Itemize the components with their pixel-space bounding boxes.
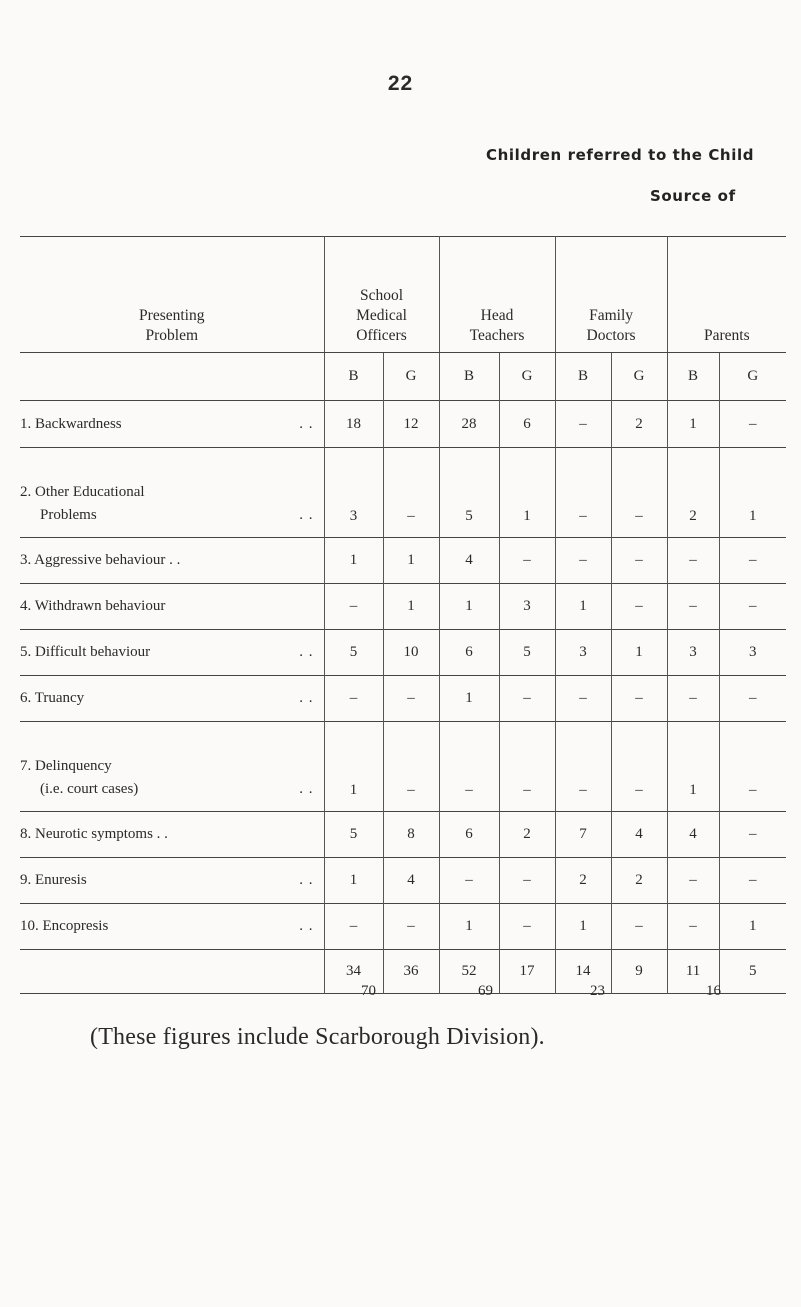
count-cell: 4 (439, 538, 499, 584)
count-cell: 1 (555, 904, 611, 950)
count-cell: – (611, 904, 667, 950)
count-cell: 1 (499, 448, 555, 538)
table-row (20, 584, 786, 630)
count-cell: – (383, 904, 439, 950)
table-row (20, 858, 786, 904)
count-cell: – (719, 538, 786, 584)
count-cell: – (719, 812, 786, 858)
presenting-problem-header: Presenting Problem (20, 237, 324, 353)
count-cell: 3 (719, 630, 786, 676)
count-cell: 1 (555, 584, 611, 630)
count-cell: 5 (324, 812, 383, 858)
count-cell: – (611, 448, 667, 538)
problem-label: 6. Truancy . . (20, 690, 314, 706)
count-cell: 3 (324, 448, 383, 538)
count-cell: 2 (555, 858, 611, 904)
group-total-school-medical-officers: 70 (361, 983, 376, 999)
sub-header: B (439, 353, 499, 401)
count-cell: – (383, 448, 439, 538)
count-cell: 28 (439, 401, 499, 448)
count-cell: – (667, 858, 719, 904)
count-cell: – (324, 676, 383, 722)
sub-header: G (719, 353, 786, 401)
problem-label: 2. Other Educational Problems . . (20, 484, 314, 523)
table-heading-line-2: Source of (650, 187, 736, 205)
count-cell: 1 (611, 630, 667, 676)
total-cell: 34 (324, 950, 383, 994)
family-doctors-header: Family Doctors (555, 237, 667, 353)
group-total-head-teachers: 69 (478, 983, 493, 999)
count-cell: 6 (439, 630, 499, 676)
footnote: (These figures include Scarborough Division). (90, 1024, 545, 1050)
count-cell: – (555, 676, 611, 722)
count-cell: 1 (667, 722, 719, 812)
group-total-family-doctors: 23 (590, 983, 605, 999)
count-cell: – (611, 538, 667, 584)
count-cell: 2 (667, 448, 719, 538)
sub-header: B (324, 353, 383, 401)
count-cell: – (499, 904, 555, 950)
count-cell: 1 (719, 904, 786, 950)
table-row (20, 722, 786, 812)
parents-header: Parents (667, 237, 786, 353)
count-cell: 4 (611, 812, 667, 858)
school-medical-officers-header: School Medical Officers (324, 237, 439, 353)
total-cell: 9 (611, 950, 667, 994)
table-row (20, 448, 786, 538)
count-cell: – (719, 858, 786, 904)
count-cell: 4 (667, 812, 719, 858)
problem-label: 10. Encopresis . . (20, 918, 314, 934)
sex-header-row (20, 353, 786, 401)
count-cell: – (667, 904, 719, 950)
count-cell: 1 (719, 448, 786, 538)
problem-label: 9. Enuresis . . (20, 872, 314, 888)
count-cell: – (555, 538, 611, 584)
referrals-table (20, 236, 786, 994)
problem-label: 5. Difficult behaviour . . (20, 644, 314, 660)
count-cell: 1 (439, 904, 499, 950)
count-cell: 6 (439, 812, 499, 858)
count-cell: – (499, 858, 555, 904)
count-cell: – (667, 584, 719, 630)
group-header-row (20, 237, 786, 353)
table-row (20, 904, 786, 950)
count-cell: 5 (324, 630, 383, 676)
count-cell: 18 (324, 401, 383, 448)
problem-label: 1. Backwardness . . (20, 415, 314, 432)
count-cell: 3 (499, 584, 555, 630)
count-cell: 7 (555, 812, 611, 858)
total-cell: 36 (383, 950, 439, 994)
count-cell: 8 (383, 812, 439, 858)
count-cell: – (383, 676, 439, 722)
problem-label: 3. Aggressive behaviour . . (20, 552, 181, 568)
count-cell: – (719, 676, 786, 722)
count-cell: – (611, 676, 667, 722)
count-cell: 1 (324, 722, 383, 812)
count-cell: 1 (439, 676, 499, 722)
table-row (20, 538, 786, 584)
table-row (20, 812, 786, 858)
count-cell: 5 (499, 630, 555, 676)
table-body (20, 401, 786, 994)
problem-label: 7. Delinquency (i.e. court cases) . . (20, 758, 314, 797)
problem-label: 8. Neurotic symptoms . . (20, 826, 168, 842)
count-cell: 3 (555, 630, 611, 676)
count-cell: – (383, 722, 439, 812)
count-cell: – (499, 676, 555, 722)
count-cell: 10 (383, 630, 439, 676)
group-total-parents: 16 (706, 983, 721, 999)
count-cell: 4 (383, 858, 439, 904)
count-cell: – (611, 584, 667, 630)
count-cell: – (555, 448, 611, 538)
table-row (20, 676, 786, 722)
table-heading-line-1: Children referred to the Child (486, 146, 755, 164)
count-cell: – (324, 904, 383, 950)
group-totals (0, 983, 801, 1007)
count-cell: – (324, 584, 383, 630)
count-cell: – (667, 676, 719, 722)
count-cell: – (439, 722, 499, 812)
sub-header: B (667, 353, 719, 401)
sub-header: G (611, 353, 667, 401)
count-cell: – (499, 722, 555, 812)
count-cell: 2 (611, 401, 667, 448)
count-cell: – (719, 584, 786, 630)
table-row (20, 630, 786, 676)
count-cell: 5 (439, 448, 499, 538)
page-number: 22 (387, 72, 414, 95)
count-cell: 3 (667, 630, 719, 676)
sub-header: G (383, 353, 439, 401)
count-cell: – (719, 401, 786, 448)
count-cell: – (611, 722, 667, 812)
count-cell: – (439, 858, 499, 904)
count-cell: 12 (383, 401, 439, 448)
count-cell: 1 (383, 538, 439, 584)
count-cell: 1 (383, 584, 439, 630)
sub-header: B (555, 353, 611, 401)
count-cell: – (555, 401, 611, 448)
count-cell: 1 (439, 584, 499, 630)
count-cell: – (499, 538, 555, 584)
table-row (20, 401, 786, 448)
count-cell: 1 (324, 538, 383, 584)
head-teachers-header: Head Teachers (439, 237, 555, 353)
count-cell: – (667, 538, 719, 584)
total-cell: 5 (719, 950, 786, 994)
total-cell: 52 (439, 950, 499, 994)
total-cell: 14 (555, 950, 611, 994)
count-cell: 2 (611, 858, 667, 904)
count-cell: – (719, 722, 786, 812)
count-cell: – (555, 722, 611, 812)
count-cell: 1 (324, 858, 383, 904)
total-cell: 11 (667, 950, 719, 994)
count-cell: 6 (499, 401, 555, 448)
count-cell: 2 (499, 812, 555, 858)
problem-label: 4. Withdrawn behaviour (20, 598, 166, 614)
sub-header: G (499, 353, 555, 401)
total-cell: 17 (499, 950, 555, 994)
count-cell: 1 (667, 401, 719, 448)
